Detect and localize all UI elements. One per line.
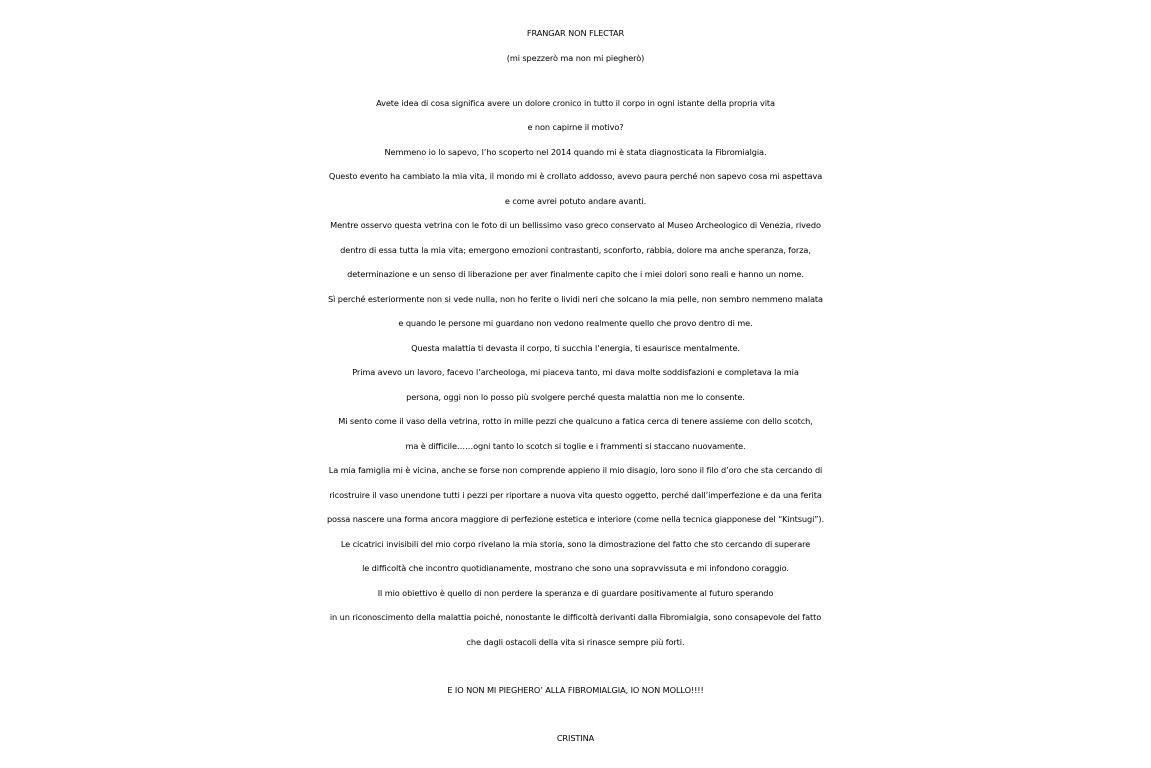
body-line: Prima avevo un lavoro, facevo l’archeologa, mi piaceva tanto, mi dava molte soddisfazioni e completava la mia xyxy=(352,367,799,377)
closing-statement: E IO NON MI PIEGHERO’ ALLA FIBROMIALGIA, IO NON MOLLO!!!! xyxy=(447,685,704,695)
body-line: Nemmeno io lo sapevo, l’ho scoperto nel 2014 quando mi è stata diagnosticata la Fibromialgia. xyxy=(384,147,767,157)
body-line: determinazione e un senso di liberazione per aver finalmente capito che i miei dolori sono reali e hanno un nome. xyxy=(347,269,804,279)
body-line: e non capirne il motivo? xyxy=(527,122,624,132)
signature: CRISTINA xyxy=(556,733,595,743)
document-subtitle: (mi spezzerò ma non mi piegherò) xyxy=(506,53,645,63)
body-line: Il mio obiettivo è quello di non perdere la speranza e di guardare positivamente al futuro sperando xyxy=(377,588,774,598)
body-line: dentro di essa tutta la mia vita; emergono emozioni contrastanti, sconforto, rabbia, dolore ma anche speranza, forza, xyxy=(340,245,811,255)
body-line: Mi sento come il vaso della vetrina, rotto in mille pezzi che qualcuno a fatica cerca di tenere assieme con dello scotch, xyxy=(338,416,813,426)
body-line: e quando le persone mi guardano non vedono realmente quello che provo dentro di me. xyxy=(398,318,753,328)
body-line: ricostruire il vaso unendone tutti i pezzi per riportare a nuova vita questo oggetto, perché dall’imperfezione e da una ferita xyxy=(329,490,822,500)
body-line: Sì perché esteriormente non si vede nulla, non ho ferite o lividi neri che solcano la mia pelle, non sembro nemmeno malata xyxy=(328,294,823,304)
body-line: e come avrei potuto andare avanti. xyxy=(504,196,647,206)
body-line: persona, oggi non lo posso più svolgere perché questa malattia non me lo consente. xyxy=(406,392,745,402)
body-line: Mentre osservo questa vetrina con le foto di un bellissimo vaso greco conservato al Museo Archeologico di Venezia, rivedo xyxy=(330,220,821,230)
body-line: Avete idea di cosa significa avere un dolore cronico in tutto il corpo in ogni istante della propria vita xyxy=(376,98,775,108)
body-line: possa nascere una forma ancora maggiore di perfezione estetica e interiore (come nella tecnica giapponese del “Kintsugi”). xyxy=(326,514,825,524)
body-line: Questa malattia ti devasta il corpo, ti succhia l’energia, ti esaurisce mentalmente. xyxy=(411,343,740,353)
document-title: FRANGAR NON FLECTAR xyxy=(526,28,625,38)
body-line: le difficoltà che incontro quotidianamente, mostrano che sono una sopravvissuta e mi infondono coraggio. xyxy=(362,563,789,573)
body-line: Le cicatrici invisibili del mio corpo rivelano la mia storia, sono la dimostrazione del fatto che sto cercando di superare xyxy=(340,539,811,549)
body-line: ma è difficile……ogni tanto lo scotch si toglie e i frammenti si staccano nuovamente. xyxy=(405,441,746,451)
body-line: La mia famiglia mi è vicina, anche se forse non comprende appieno il mio disagio, loro sono il filo d’oro che sta cercando di xyxy=(328,465,823,475)
body-line: Questo evento ha cambiato la mia vita, il mondo mi è crollato addosso, avevo paura perché non sapevo cosa mi aspettava xyxy=(328,171,823,181)
body-line: in un riconoscimento della malattia poiché, nonostante le difficoltà derivanti dalla Fibromialgia, sono consapevole del fatto xyxy=(329,612,822,622)
body-line: che dagli ostacoli della vita si rinasce sempre più forti. xyxy=(466,637,685,647)
